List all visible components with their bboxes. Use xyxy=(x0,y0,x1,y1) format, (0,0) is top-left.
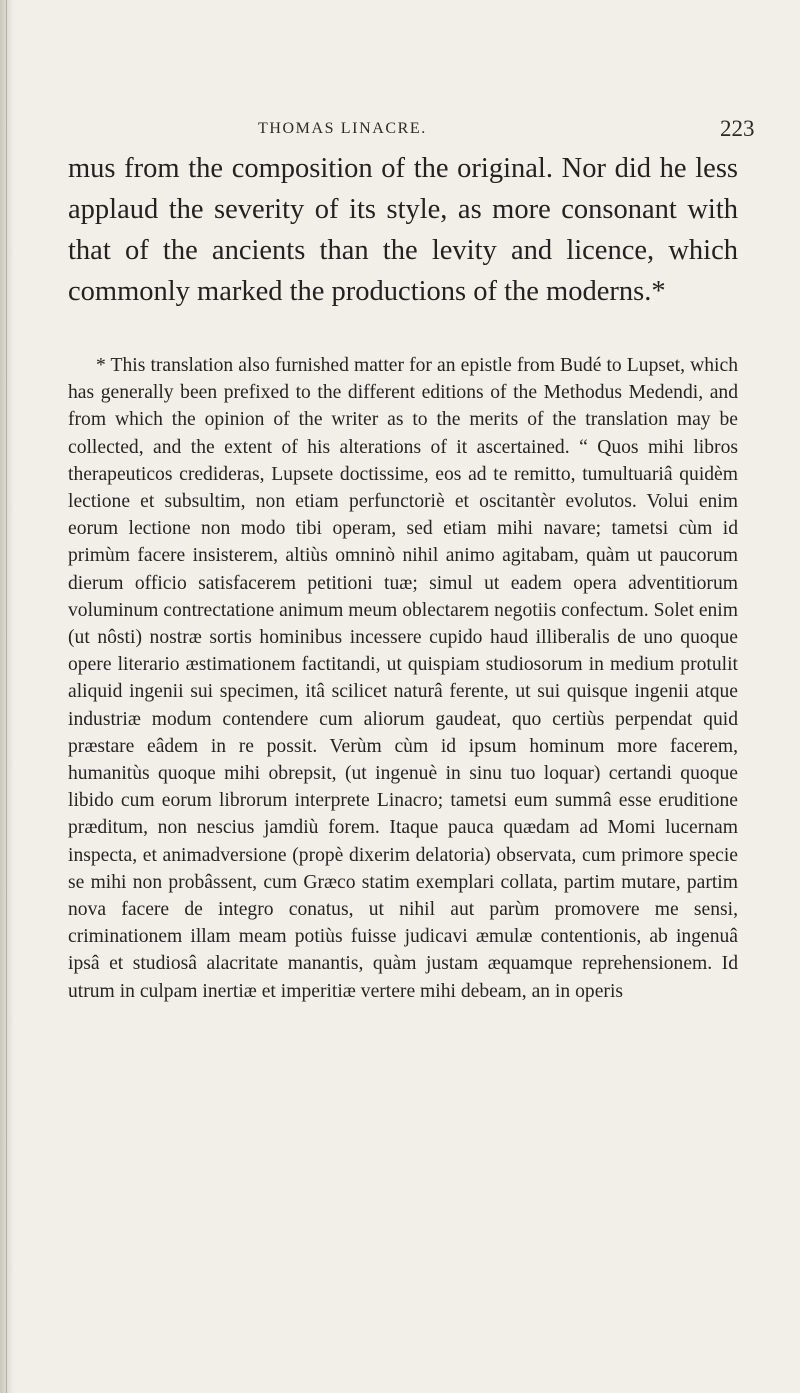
footnote: * This translation also furnished matter for an epistle from Budé to Lupset, which has generally been prefixed to the different editions of the Methodus Medendi, and from which the opinion of the writer as to the merits of the translation may be collected, and the extent of his alterations of it ascertained. “ Quos mihi libros therapeuticos credideras, Lupsete doctissime, eos ad te remitto, tumultuariâ quidèm lectione et subsultim, non etiam perfunctoriè et oscitantèr evolutos. Volui enim eorum lectione non modo tibi operam, sed etiam mihi navare; tametsi cùm id primùm facere insisterem, altiùs omninò nihil animo agitabam, quàm ut paucorum dierum officio satisfacerem petitioni tuæ; simul ut eadem opera adventitiorum voluminum contrectatione animum meum oblectarem negotiis confectum. Solet enim (ut nôsti) nostræ sortis hominibus incessere cupido haud illiberalis de uno quoque opere literario æstimationem factitandi, ut quispiam studiosorum in medium protulit aliquid ingenii sui specimen, itâ scilicet naturâ ferente, ut sui quisque ingenii atque industriæ modum contendere cum aliorum gaudeat, quo certiùs perpendat quid præstare eâdem in re possit. Verùm cùm id ipsum hominum more facerem, humanitùs quoque mihi obrepsit, (ut ingenuè in sinu tuo loquar) certandi quoque libido cum eorum librorum interprete Linacro; tametsi eum summâ esse eruditione præditum, non nescius jamdiù forem. Itaque pauca quædam ad Momi lucernam inspecta, et animadversione (propè dixerim delatoria) observata, cum primore specie se mihi non probâssent, cum Græco statim exemplari collata, partim mutare, partim nova facere de integro conatus, ut nihil aut parùm promovere me sensi, criminationem illam meam potiùs fuisse judicavi æmulæ contentionis, ab ingenuâ ipsâ et studiosâ alacritate manantis, quàm justam æquamque reprehensionem. Id utrum in culpam inertiæ et imperitiæ vertere mihi debeam, an in operis xyxy=(68,355,738,1002)
page-edge-line xyxy=(6,0,7,1393)
running-head xyxy=(0,116,800,146)
running-title: THOMAS LINACRE. xyxy=(258,120,427,137)
body-paragraph: mus from the composition of the original. Nor did he less applaud the severity of its style, as more consonant with that of the ancients than the levity and licence, which commonly marked the productions of the moderns.* xyxy=(68,153,738,307)
page-edge-shadow xyxy=(0,0,14,1393)
page-number: 223 xyxy=(720,116,755,141)
